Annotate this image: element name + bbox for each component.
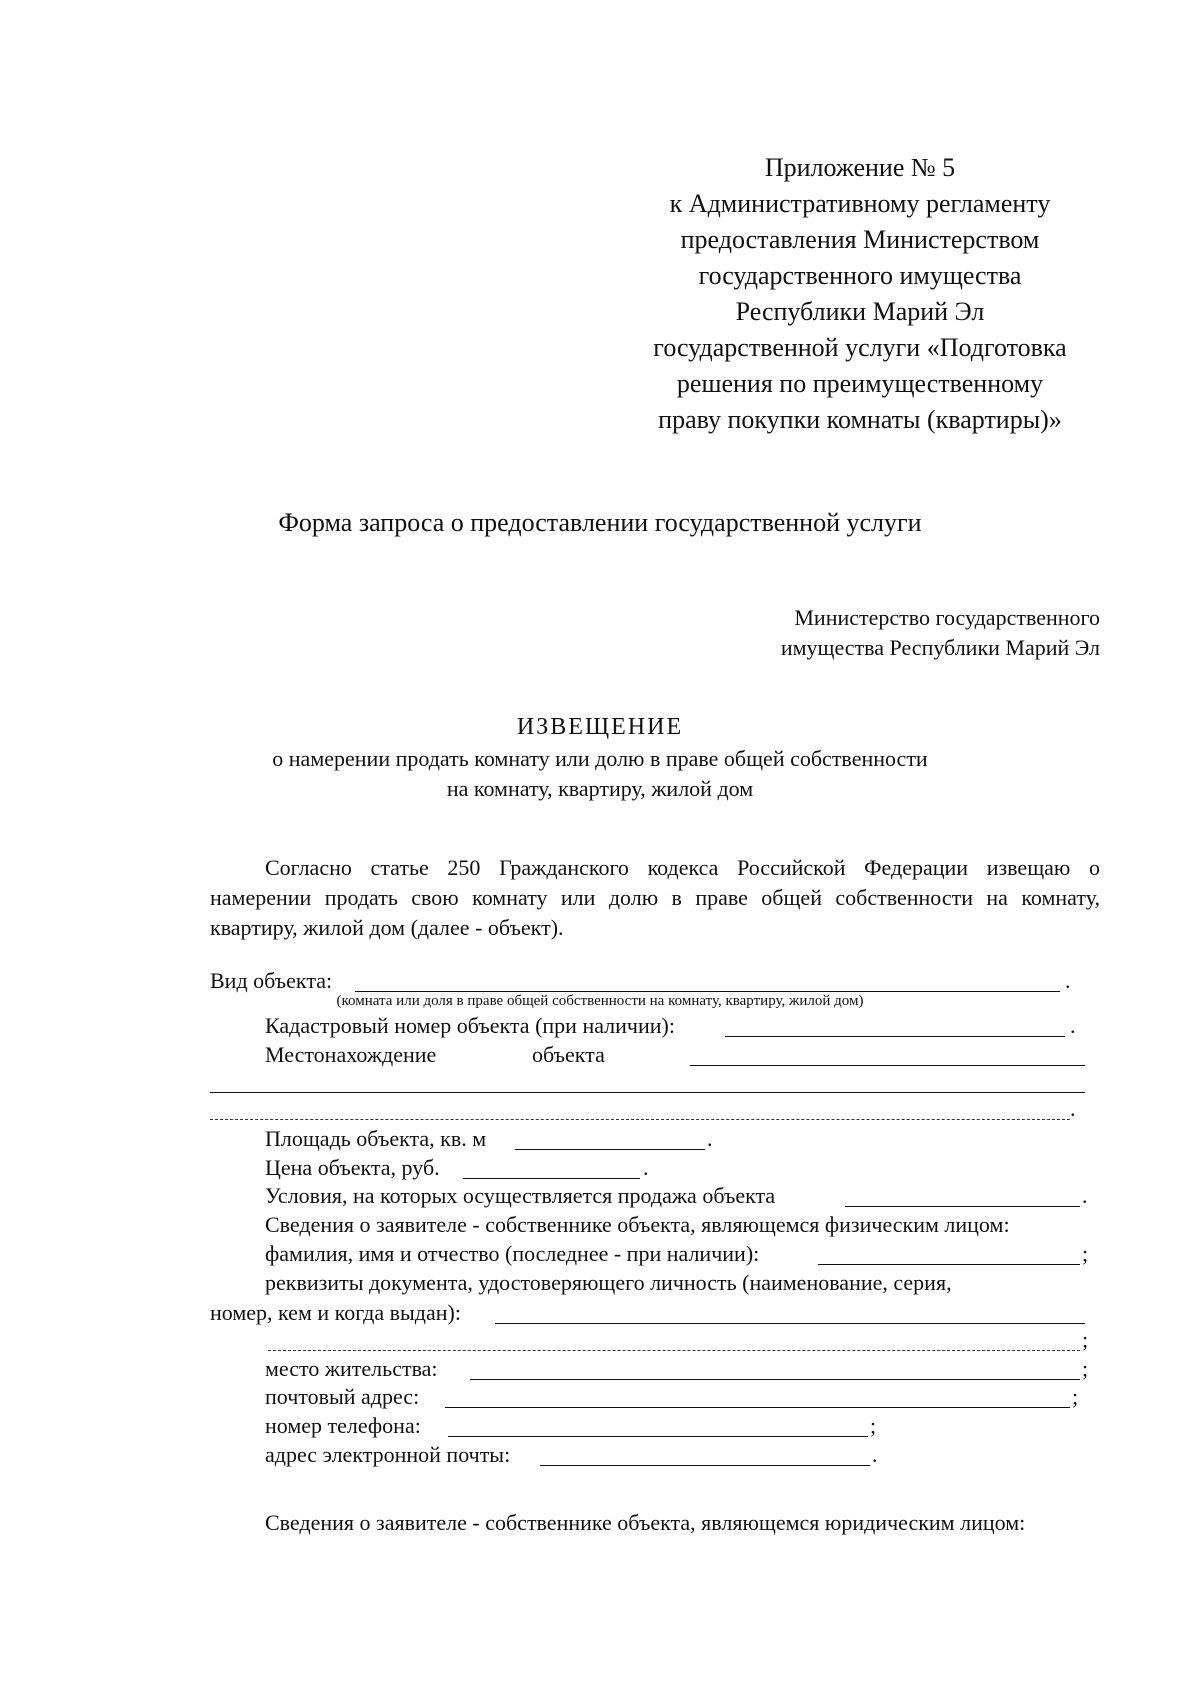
cadastral-field[interactable] [725,1036,1065,1037]
appendix-line: решения по преимущественному [676,369,1044,398]
notice-subtitle [0,744,1200,804]
object-type-field[interactable] [355,991,1060,992]
recipient-block [700,603,1100,663]
location-field-2[interactable] [210,1092,1085,1093]
appendix-header [620,150,1100,438]
legal-entity-label: Сведения о заявителе - собственнике объекта, являющемся юридическим лицом: [265,1510,1026,1535]
residence-label: место жительства: [265,1356,438,1381]
email-label: адрес электронной почты: [265,1442,511,1467]
recipient-line: имущества Республики Марий Эл [780,635,1100,660]
appendix-line: государственной услуги «Подготовка [653,333,1067,362]
phone-field[interactable] [448,1436,868,1437]
individual-info-label: Сведения о заявителе - собственнике объекта, являющемся физическим лицом: [265,1212,1010,1237]
full-name-field[interactable] [818,1264,1080,1265]
phone-label: номер телефона: [265,1413,421,1438]
appendix-line: к Административному регламенту [669,189,1051,218]
intro-paragraph: Согласно статье 250 Гражданского кодекса Российской Федерации извещаю о намерении продать свою комнату или долю в праве общей собственности на комнату, квартиру, жилой дом (далее - объект). [210,855,1100,940]
full-name-label: фамилия, имя и отчество (последнее - при наличии): [265,1241,760,1266]
id-document-field-1[interactable] [495,1323,1085,1324]
location-field-3[interactable] [210,1119,1070,1120]
area-field[interactable] [515,1149,705,1150]
notice-subtitle-line: на комнату, квартиру, жилой дом [446,776,754,801]
residence-field[interactable] [470,1379,1080,1380]
postal-address-field[interactable] [445,1407,1070,1408]
appendix-line: Приложение № 5 [764,153,956,182]
postal-address-label: почтовый адрес: [265,1384,420,1409]
recipient-line: Министерство государственного [794,605,1100,630]
conditions-label: Условия, на которых осуществляется продажа объекта [265,1183,776,1208]
price-label: Цена объекта, руб. [265,1155,440,1180]
appendix-line: Республики Марий Эл [735,297,985,326]
notice-subtitle-line: о намерении продать комнату или долю в праве общей собственности [272,746,928,771]
appendix-line: государственного имущества [698,261,1022,290]
cadastral-label: Кадастровый номер объекта (при наличии): [265,1013,675,1038]
email-field[interactable] [540,1465,870,1466]
location-label: Местонахождение [265,1042,437,1067]
form-title: Форма запроса о предоставлении государственной услуги [278,508,922,537]
object-type-label: Вид объекта: [210,968,333,993]
notice-title: ИЗВЕЩЕНИЕ [516,714,684,740]
id-document-label-2: номер, кем и когда выдан): [210,1300,461,1325]
appendix-line: предоставления Министерством [680,225,1040,254]
area-label: Площадь объекта, кв. м [265,1126,487,1151]
conditions-field[interactable] [845,1206,1080,1207]
object-type-hint: (комната или доля в праве общей собственности на комнату, квартиру, жилой дом) [336,993,864,1009]
id-document-label-1: реквизиты документа, удостоверяющего личность (наименование, серия, [265,1270,952,1295]
location-label-object: объекта [532,1042,605,1067]
id-document-field-2[interactable] [268,1350,1080,1351]
price-field[interactable] [463,1178,640,1179]
appendix-line: праву покупки комнаты (квартиры)» [658,405,1062,434]
location-field-1[interactable] [690,1065,1085,1066]
